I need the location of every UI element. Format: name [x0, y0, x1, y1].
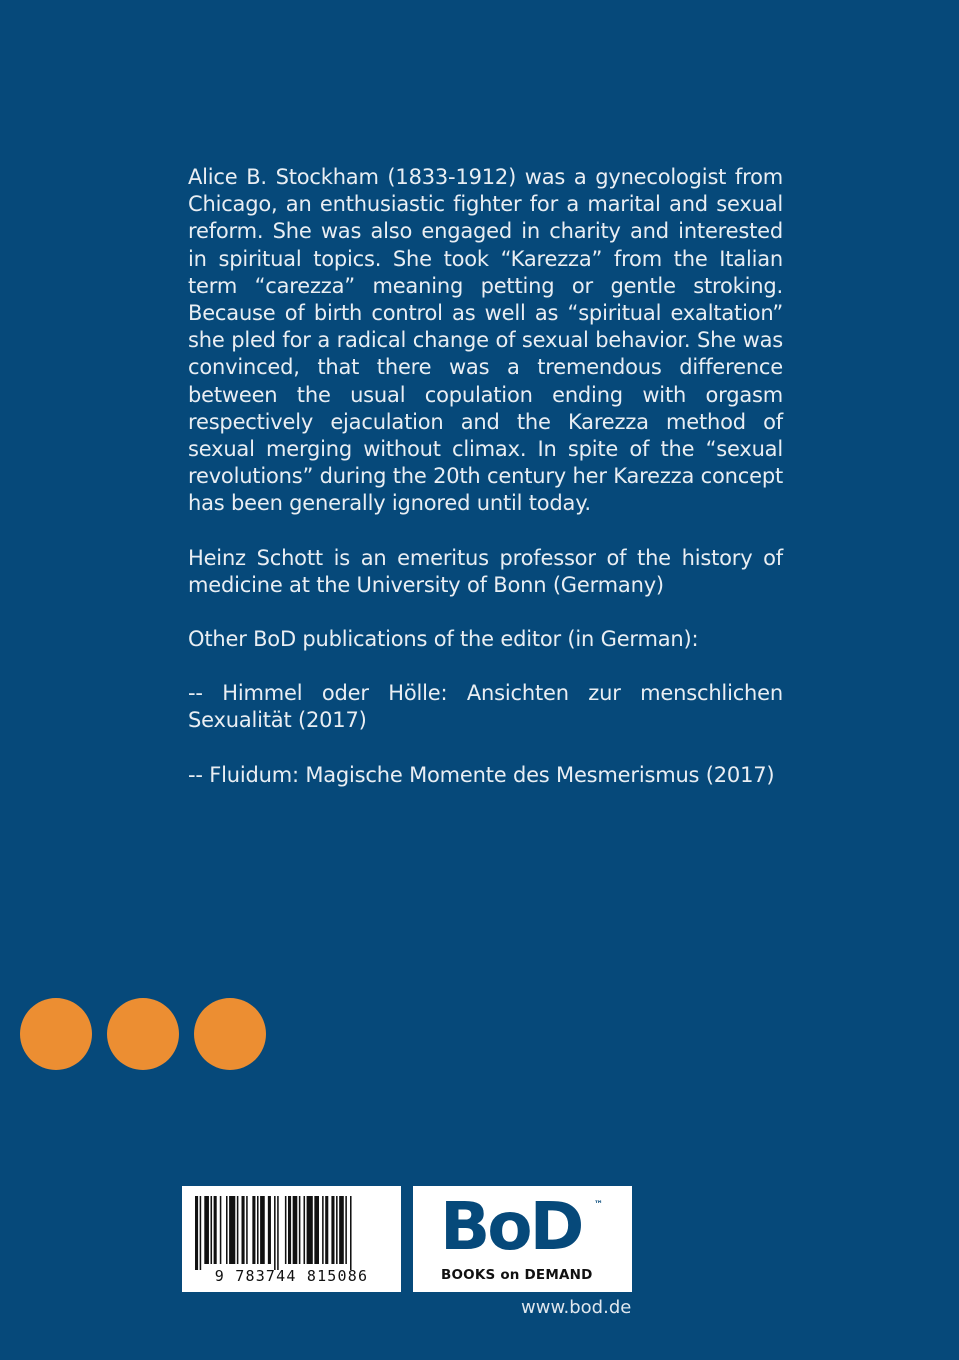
other-publications-heading: Other BoD publications of the editor (in German):	[188, 627, 699, 652]
publication-item-2: -- Fluidum: Magische Momente des Mesmerismus (2017)	[188, 762, 775, 787]
orange-dot-1	[20, 998, 92, 1070]
publisher-logo	[413, 1186, 632, 1292]
author-bio: Heinz Schott is an emeritus professor of the history of medicine at the University of Bonn (Germany)	[188, 545, 783, 597]
book-description: Alice B. Stockham (1833-1912) was a gynecologist from Chicago, an enthusiastic fighter for a marital and sexual reform. She was also engaged in charity and interested in spiritual topics. She took “Karezza” from the Italian term “carezza” meaning petting or gentle stroking. Because of birth control as well as “spiritual exaltation” she pled for a radical change of sexual behavior. She was convinced, that there was a tremendous difference between the usual copulation ending with orgasm respectively ejaculation and the Karezza method of sexual merging without climax. In spite of the “sexual revolutions” during the 20th century her Karezza concept has been generally ignored until today.	[188, 165, 783, 516]
bod-logo-icon: BoD	[440, 1188, 582, 1265]
publisher-tagline: BOOKS on DEMAND	[441, 1267, 593, 1283]
trademark-mark: ™	[594, 1200, 603, 1210]
orange-dot-3	[194, 998, 266, 1070]
barcode-digits: 9 783744 815086	[214, 1267, 369, 1285]
orange-dot-2	[107, 998, 179, 1070]
isbn-barcode	[182, 1186, 401, 1292]
publication-item-1: -- Himmel oder Hölle: Ansichten zur menschlichen Sexualität (2017)	[188, 681, 783, 733]
back-cover-text	[188, 164, 783, 816]
decorative-dots	[20, 998, 266, 1070]
barcode-bars-icon	[195, 1196, 388, 1270]
publisher-website: www.bod.de	[521, 1297, 632, 1318]
